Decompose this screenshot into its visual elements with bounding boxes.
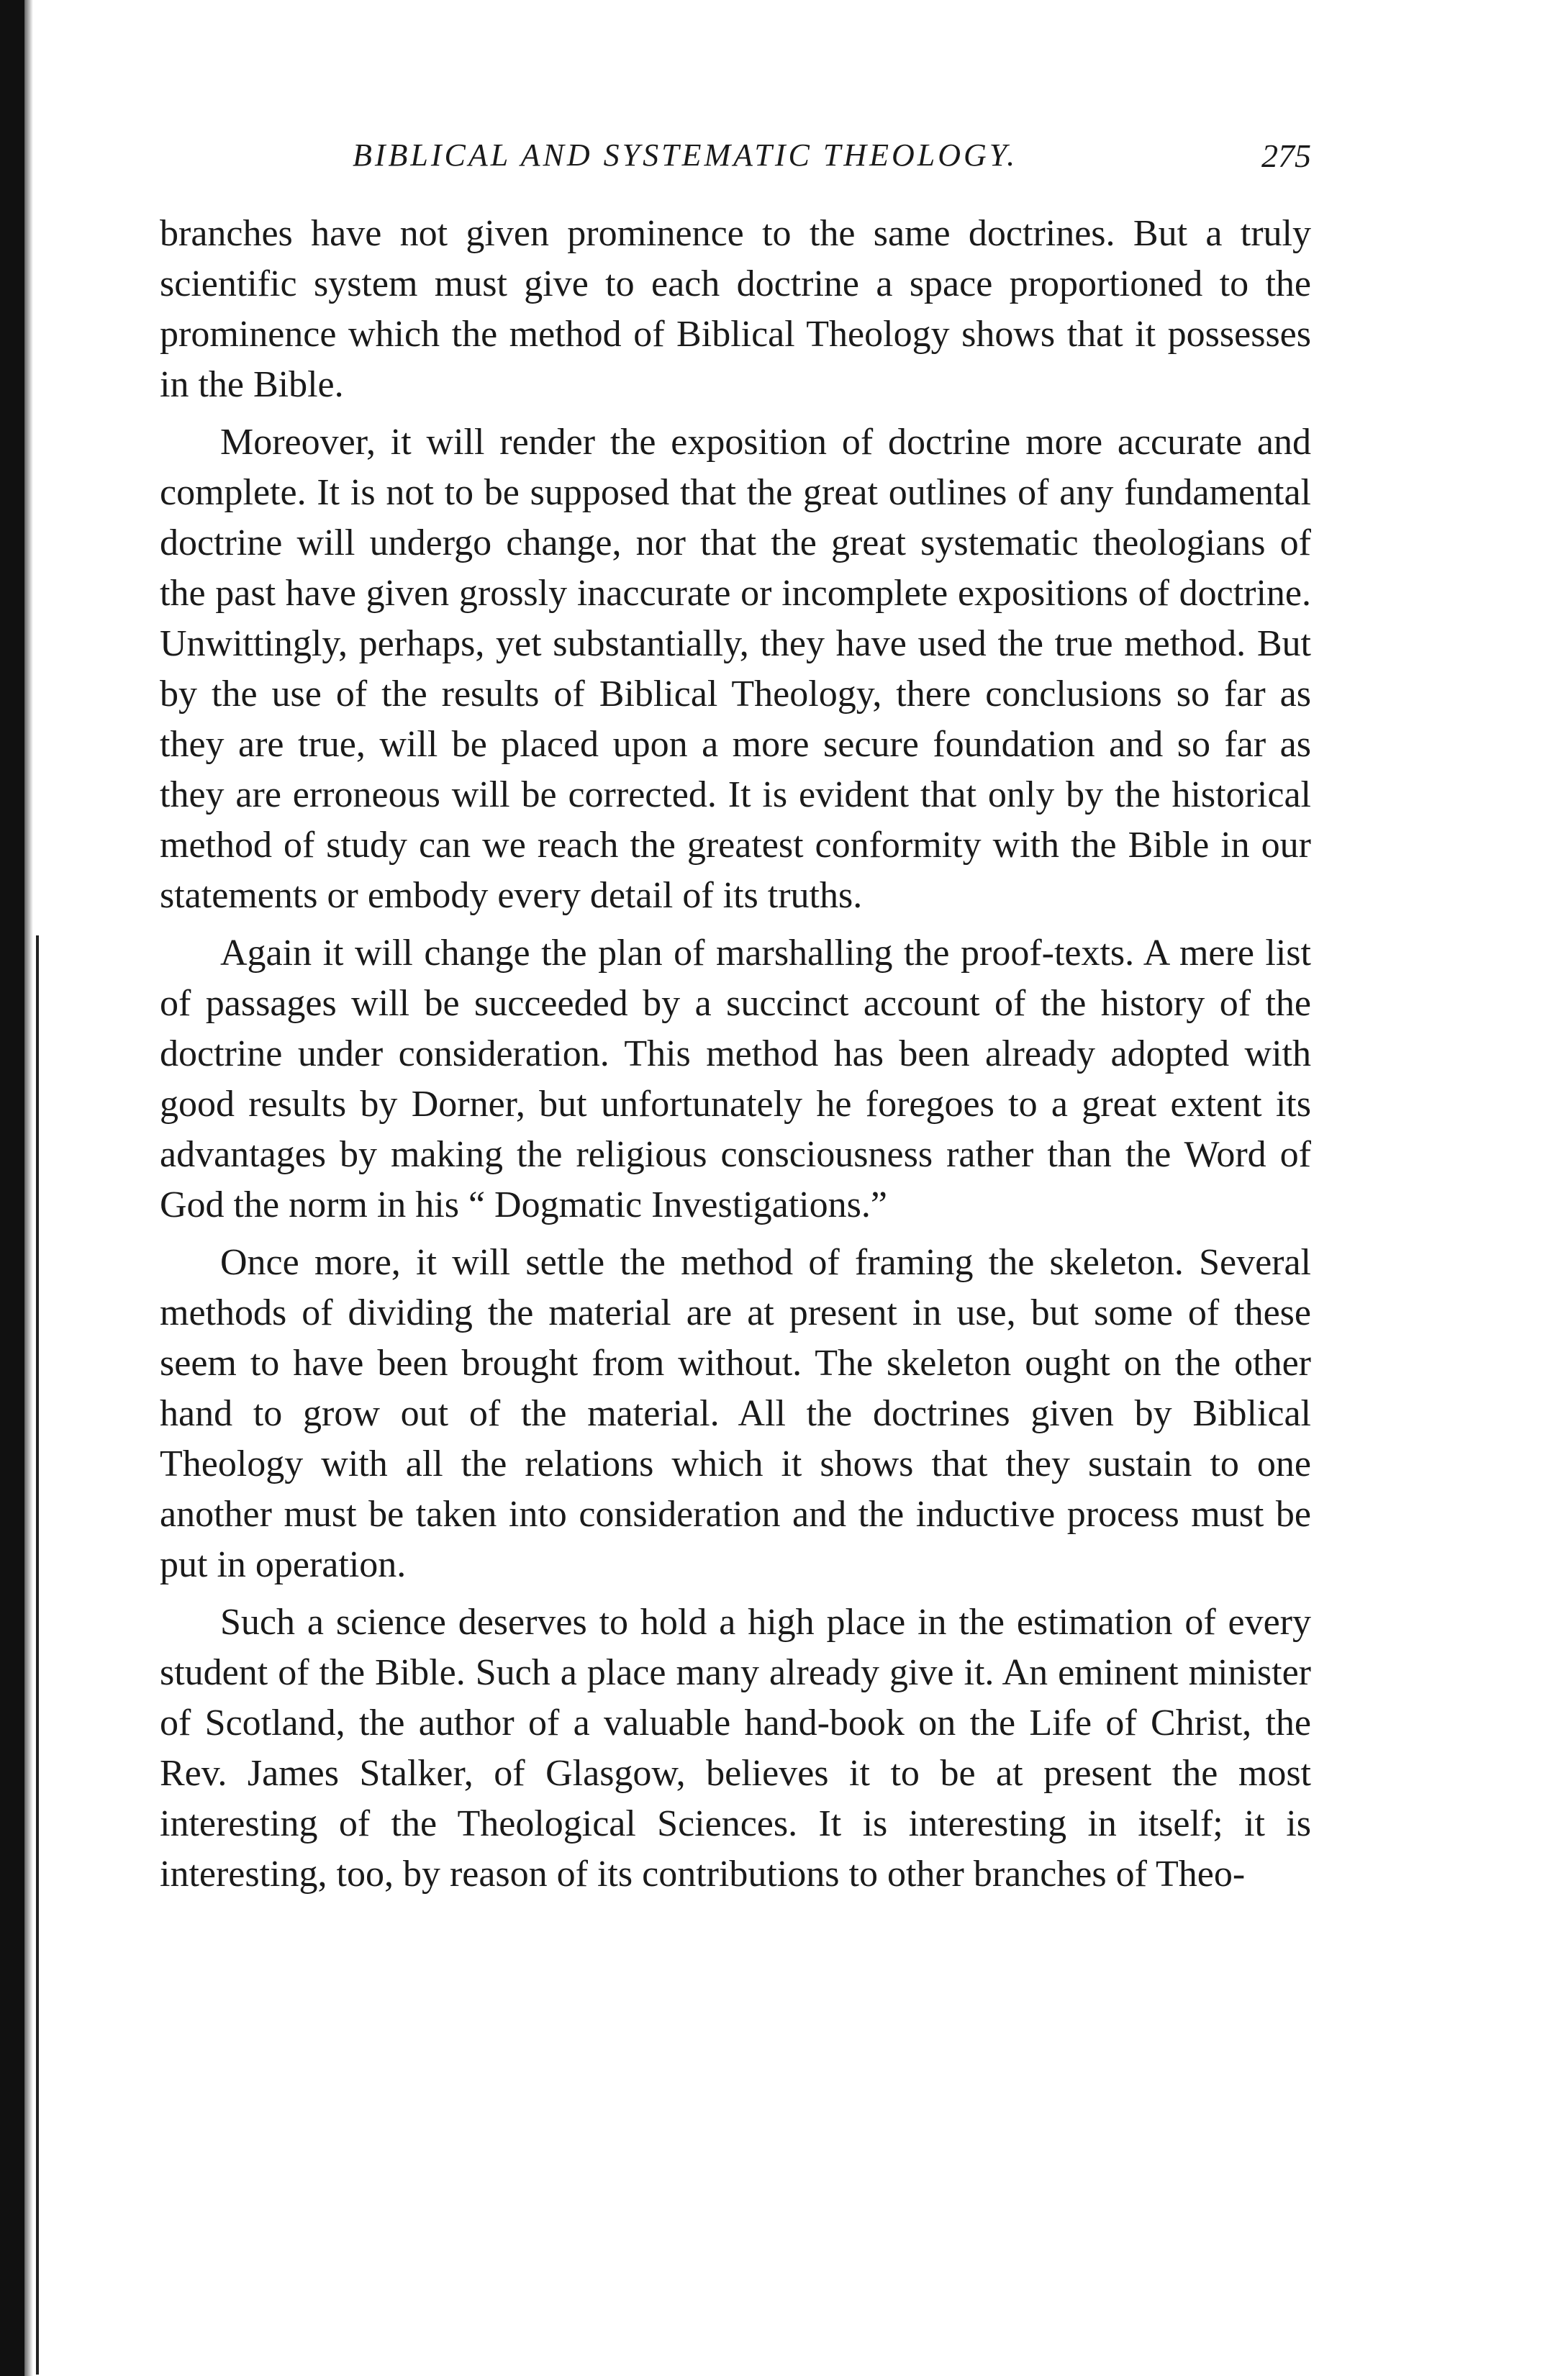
paragraph-moreover: Moreover, it will render the exposition of doctrine more accurate and complete. It is not to be supposed that the great outlines of any fundamental doctrine will undergo change, nor that the great systematic theologians of the past have given grossly inaccurate or incomplete expositions of doctrine. Unwittingly, perhaps, yet substantially, they have used the true method. But by the use of the results of Biblical Theology, there conclusions so far as they are true, will be placed upon a more secure foundation and so far as they are erroneous will be corrected. It is evident that only by the historical method of study can we reach the greatest conformity with the Bible in our statements or embody every detail of its truths. bbox=[160, 422, 1311, 916]
gutter-line bbox=[36, 935, 39, 2375]
paragraph-again: Again it will change the plan of marshalling the proof-texts. A mere list of passages will be succeeded by a succinct account of the history of the doctrine under consideration. This method has been already adopted with good results by Dorner, but unfortunately he foregoes to a great extent its advantages by making the religious consciousness rather than the Word of God the norm in his “ Dogmatic Investigations.” bbox=[160, 933, 1311, 1225]
paragraph-once-more: Once more, it will settle the method of framing the skeleton. Several methods of dividing the material are at present in use, but some of these seem to have been brought from without. The skeleton ought on the other hand to grow out of the material. All the doctrines given by Biblical Theology with all the relations which it shows that they sustain to one another must be taken into consideration and the inductive process must be put in operation. bbox=[160, 1242, 1311, 1585]
book-page bbox=[160, 122, 1311, 1900]
running-head bbox=[160, 122, 1311, 209]
book-binding-edge bbox=[0, 0, 24, 2376]
page-number: 275 bbox=[1261, 137, 1311, 174]
paragraph-such-a-science: Such a science deserves to hold a high place in the estimation of every student of the Bible. Such a place many already give it. An eminent minister of Scotland, the author of a valuable hand-book on the Life of Christ, the Rev. James Stalker, of Glasgow, believes it to be at present the most interesting of the Theological Sciences. It is interesting in itself; it is interesting, too, by reason of its contributions to other branches of Theo- bbox=[160, 1602, 1311, 1895]
body-text bbox=[160, 209, 1311, 1900]
binding-shadow bbox=[24, 0, 33, 2376]
running-title: BIBLICAL AND SYSTEMATIC THEOLOGY. bbox=[353, 137, 1018, 173]
paragraph-continuation: branches have not given prominence to the same doctrines. But a truly scientific system must give to each doctrine a space proportioned to the prominence which the method of Biblical Theology shows that it possesses in the Bible. bbox=[160, 213, 1311, 405]
